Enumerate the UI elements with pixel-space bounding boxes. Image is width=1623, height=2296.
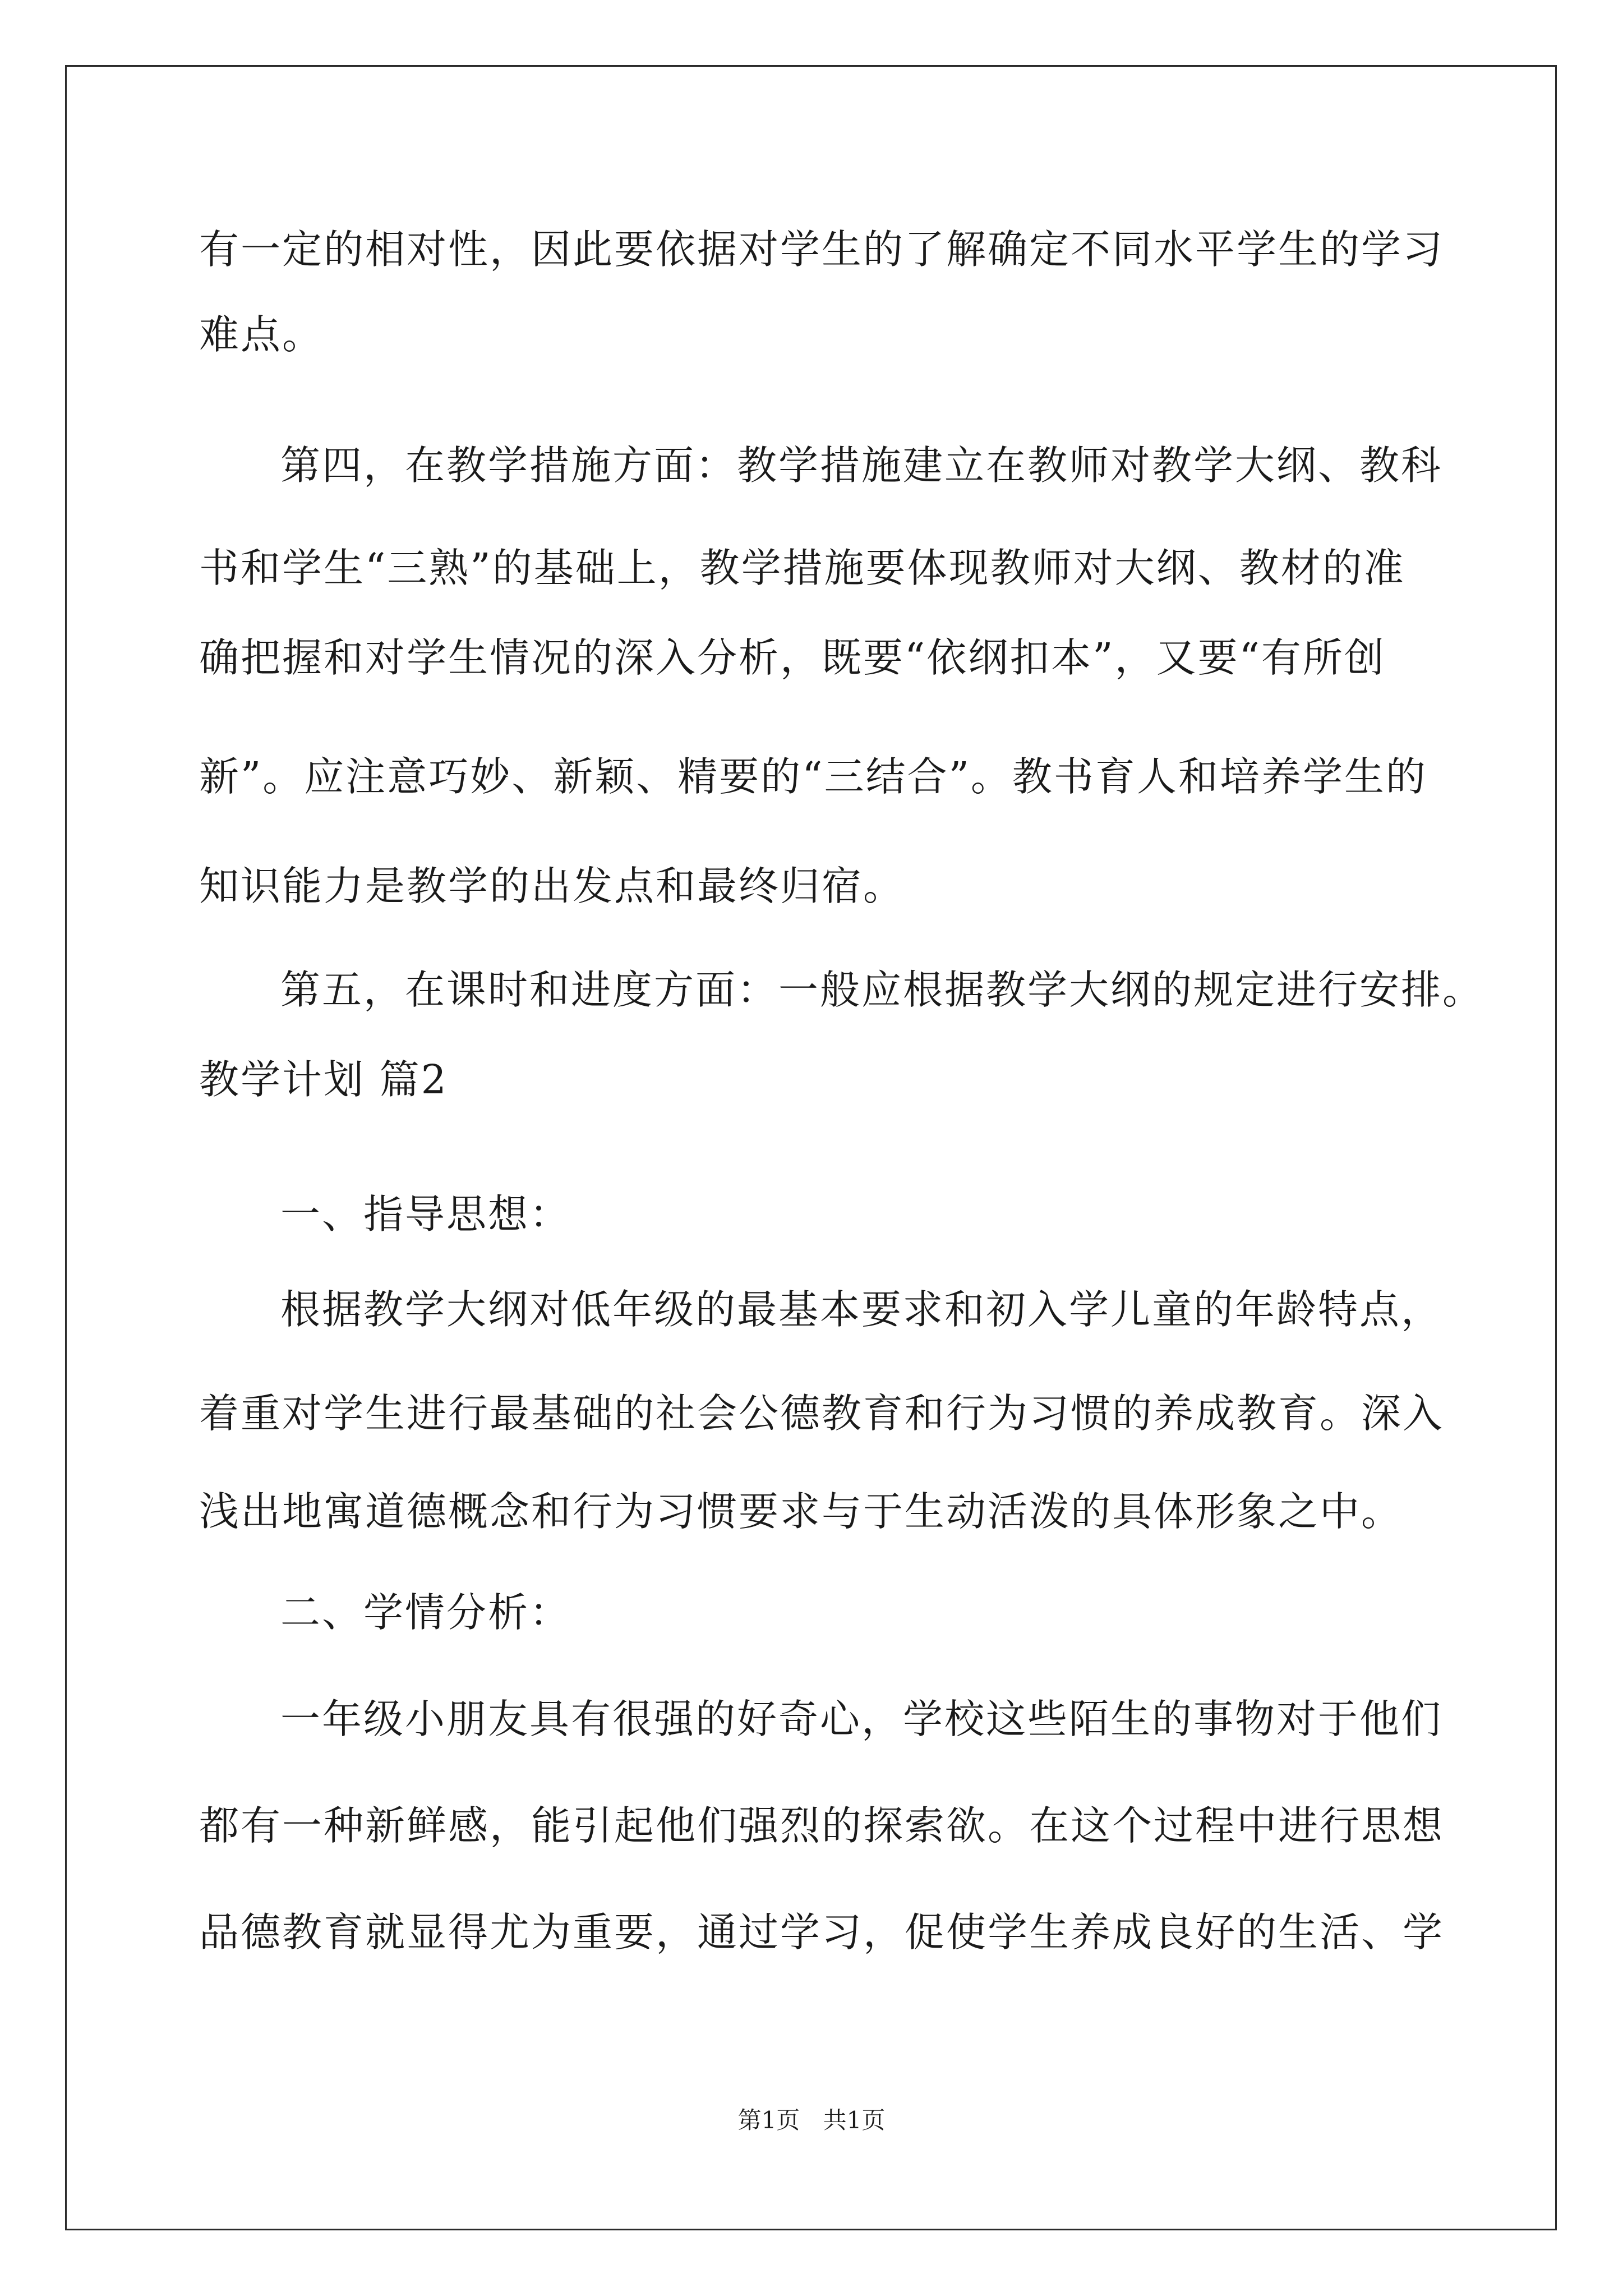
text-line-11: 根据教学大纲对低年级的最基本要求和初入学儿童的年龄特点， (280, 1286, 1443, 1333)
text-line-13: 浅出地寓道德概念和行为习惯要求与于生动活泼的具体形象之中。 (199, 1488, 1403, 1535)
text-line-1: 有一定的相对性，因此要依据对学生的了解确定不同水平学生的学习 (199, 226, 1445, 273)
page-footer (0, 2105, 1623, 2136)
text-line-6: 新”。应注意巧妙、新颖、精要的“三结合”。教书育人和培养学生的 (199, 753, 1427, 800)
text-line-15: 一年级小朋友具有很强的好奇心，学校这些陌生的事物对于他们 (280, 1696, 1443, 1742)
text-line-8: 第五，在课时和进度方面：一般应根据教学大纲的规定进行安排。 (280, 967, 1484, 1013)
subheading-analysis: 二、学情分析： (280, 1589, 571, 1636)
text-line-3: 第四，在教学措施方面：教学措施建立在教师对教学大纲、教科 (280, 442, 1443, 489)
text-line-5: 确把握和对学生情况的深入分析，既要“依纲扣本”，又要“有所创 (199, 634, 1386, 681)
text-line-7: 知识能力是教学的出发点和最终归宿。 (199, 863, 905, 909)
page-total: 共1页 (823, 2106, 886, 2134)
text-line-4: 书和学生“三熟”的基础上，教学措施要体现教师对大纲、教材的准 (199, 545, 1405, 591)
subheading-guiding-thought: 一、指导思想： (280, 1191, 571, 1237)
section-heading: 教学计划 篇2 (199, 1056, 448, 1103)
text-line-17: 品德教育就显得尤为重要，通过学习，促使学生养成良好的生活、学 (199, 1909, 1445, 1955)
page-number: 第1页 (737, 2106, 800, 2134)
page-border (65, 65, 1557, 2230)
text-line-2: 难点。 (199, 311, 324, 358)
text-line-16: 都有一种新鲜感，能引起他们强烈的探索欲。在这个过程中进行思想 (199, 1802, 1445, 1849)
text-line-12: 着重对学生进行最基础的社会公德教育和行为习惯的养成教育。深入 (199, 1390, 1445, 1437)
